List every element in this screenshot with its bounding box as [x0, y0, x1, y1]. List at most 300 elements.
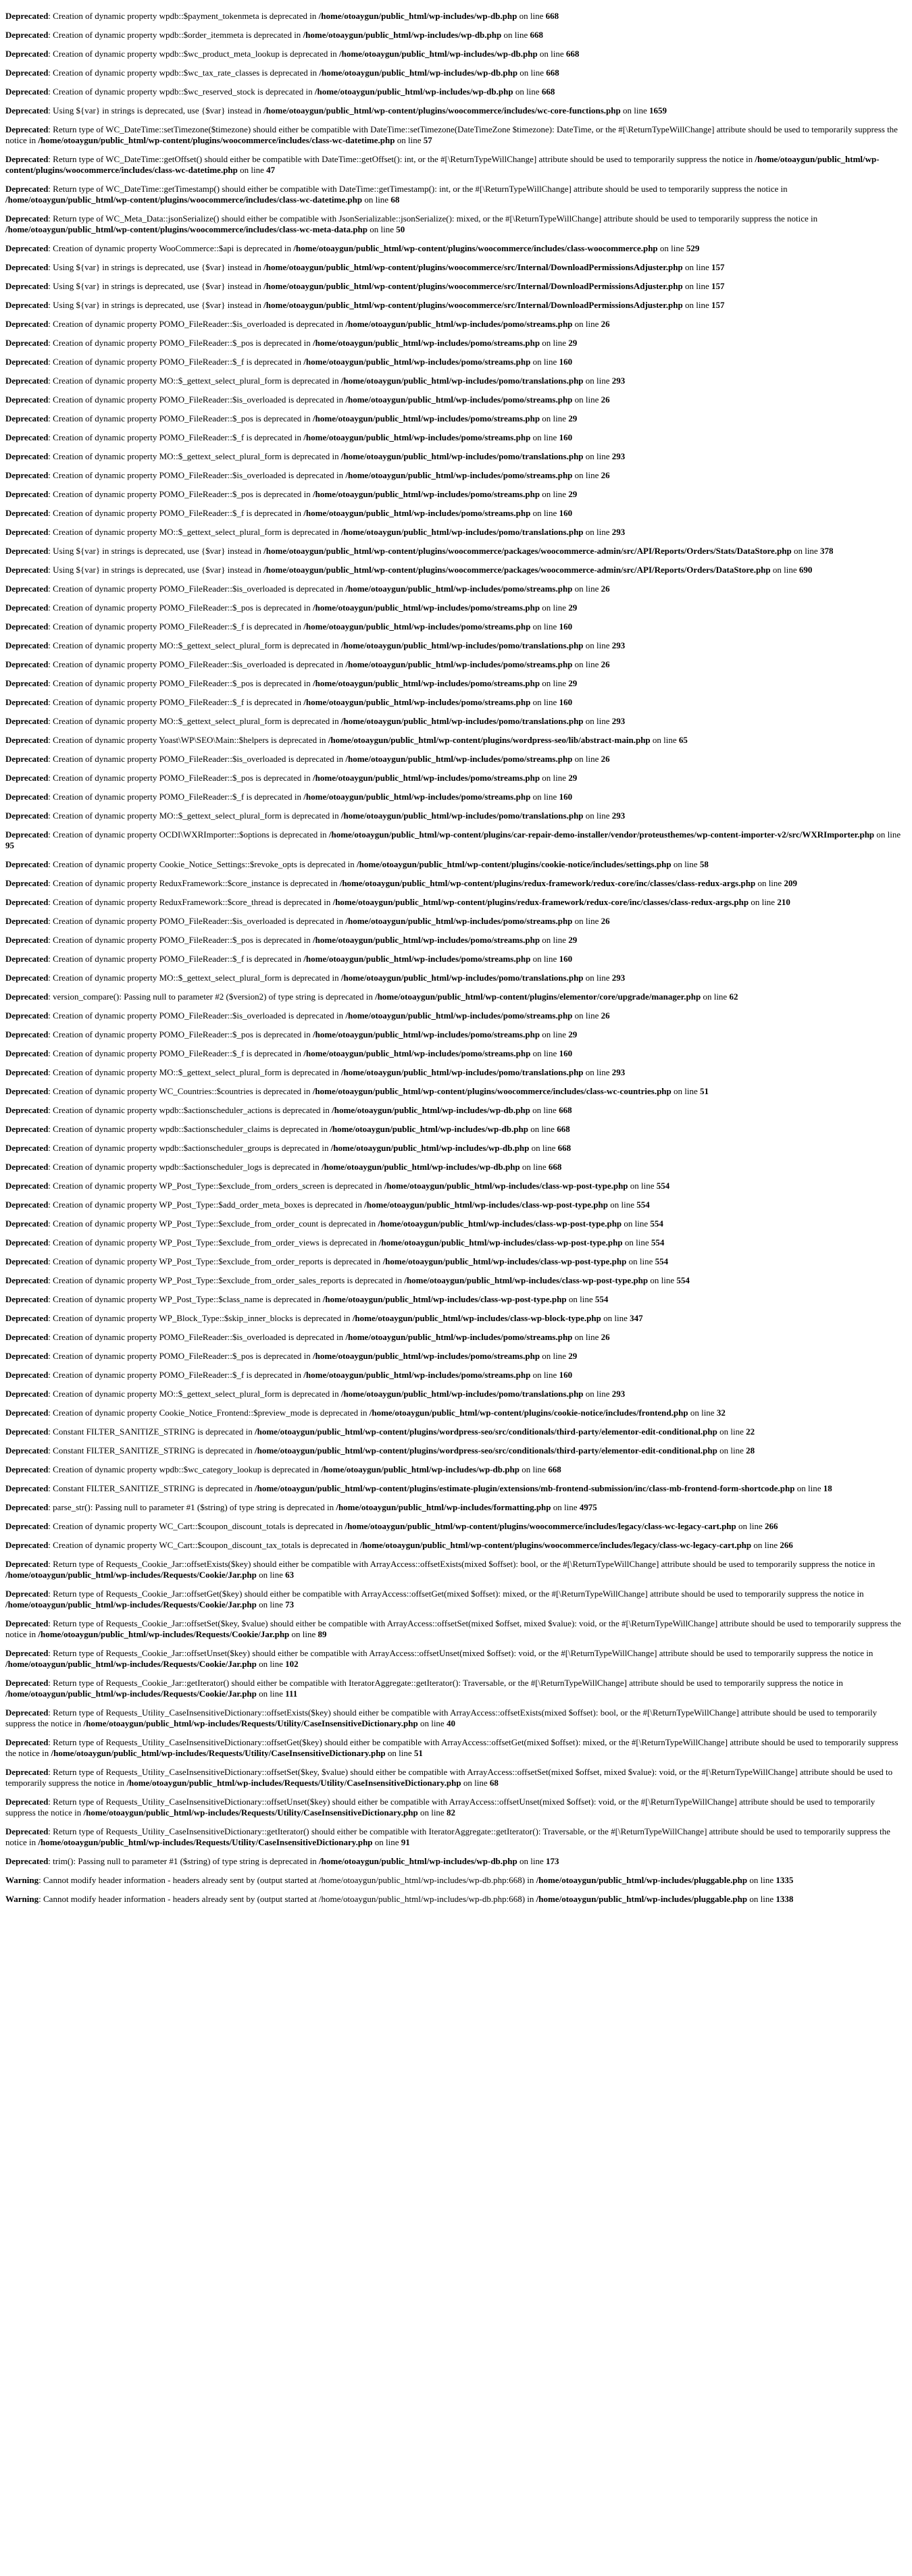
- notice-message: Creation of dynamic property POMO_FileReader::$_pos is deprecated in: [53, 773, 311, 783]
- notice-line-number: 160: [559, 792, 573, 802]
- notice-message: Creation of dynamic property WC_Cart::$coupon_discount_tax_totals is deprecated in: [53, 1540, 358, 1550]
- notice-level: Deprecated: [5, 659, 49, 669]
- php-notice: Deprecated: Return type of Requests_Utility_CaseInsensitiveDictionary::offsetUnset($key) should either be compatible with ArrayAccess::offsetUnset(mixed $offset): void, or the #[\ReturnTypeWillChange] attribute should be used to temporarily suppress the notice in /home/otoaygun/public_html/wp-includes/Requests/Utility/CaseInsensitiveDictionary.php on line 82: [5, 1797, 876, 1818]
- notice-message: version_compare(): Passing null to parameter #2 ($version2) of type string is deprecated in: [53, 991, 373, 1002]
- notice-file-path: /home/otoaygun/public_html/wp-includes/pomo/streams.php: [303, 792, 531, 802]
- notice-message: Creation of dynamic property MO::$_gettext_select_plural_form is deprecated in: [53, 973, 339, 983]
- notice-file-path: /home/otoaygun/public_html/wp-content/plugins/woocommerce/src/Internal/DownloadPermissionsAdjuster.php: [263, 281, 683, 291]
- php-notice: Deprecated: trim(): Passing null to parameter #1 ($string) of type string is deprecated in /home/otoaygun/public_html/wp-includes/wp-db.php on line 173: [5, 1856, 559, 1866]
- notice-message: Creation of dynamic property MO::$_gettext_select_plural_form is deprecated in: [53, 376, 339, 386]
- php-notice: Deprecated: Creation of dynamic property WP_Post_Type::$exclude_from_order_reports is deprecated in /home/otoaygun/public_html/wp-includes/class-wp-post-type.php on line 554: [5, 1256, 669, 1266]
- notice-level: Deprecated: [5, 546, 49, 556]
- notice-line-number: 293: [611, 376, 626, 386]
- notice-file-path: /home/otoaygun/public_html/wp-includes/pomo/streams.php: [303, 1048, 531, 1058]
- notice-on-line-label: on line: [372, 1837, 401, 1847]
- notice-message: Constant FILTER_SANITIZE_STRING is deprecated in: [53, 1483, 253, 1493]
- notice-level: Deprecated: [5, 154, 49, 164]
- notice-line-number: 26: [601, 394, 610, 405]
- notice-file-path: /home/otoaygun/public_html/wp-includes/pomo/streams.php: [303, 357, 531, 367]
- notice-message: Using ${var} in strings is deprecated, use {$var} instead in: [53, 105, 261, 115]
- notice-file-path: /home/otoaygun/public_html/wp-includes/pomo/streams.php: [303, 1370, 531, 1380]
- notice-message: Creation of dynamic property POMO_FileReader::$_pos is deprecated in: [53, 935, 311, 945]
- notice-level: Deprecated: [5, 1181, 49, 1191]
- notice-on-line-label: on line: [362, 195, 391, 205]
- notice-file-path: /home/otoaygun/public_html/wp-includes/wp-db.php: [330, 1124, 528, 1134]
- notice-message: Creation of dynamic property WC_Cart::$coupon_discount_totals is deprecated in: [53, 1521, 343, 1531]
- notice-message: Cannot modify header information - headers already sent by (output started at /home/otoaygun/public_html/wp-includes/wp-db.php:668) in: [43, 1894, 534, 1904]
- notice-level: Deprecated: [5, 1124, 49, 1134]
- notice-level: Deprecated: [5, 973, 49, 983]
- notice-file-path: /home/otoaygun/public_html/wp-content/plugins/estimate-plugin/extensions/mb-frontend-submission/inc/class-mb-frontend-form-shortcode.php: [255, 1483, 795, 1493]
- notice-level: Deprecated: [5, 11, 49, 21]
- notice-level: Deprecated: [5, 1797, 49, 1807]
- notice-on-line-label: on line: [701, 991, 730, 1002]
- notice-message: Creation of dynamic property POMO_FileReader::$is_overloaded is deprecated in: [53, 659, 344, 669]
- php-notice: Deprecated: Creation of dynamic property POMO_FileReader::$_pos is deprecated in /home/otoaygun/public_html/wp-includes/pomo/streams.php on line 29: [5, 489, 578, 499]
- notice-level: Deprecated: [5, 1351, 49, 1361]
- php-notice: Deprecated: Creation of dynamic property OCDI\WXRImporter::$options is deprecated in /home/otoaygun/public_html/wp-content/plugins/car-repair-demo-installer/vendor/proteusthemes/wp-content-importer-v2/src/WXRImporter.php on line 95: [5, 829, 901, 850]
- notice-file-path: /home/otoaygun/public_html/wp-includes/Requests/Utility/CaseInsensitiveDictionary.php: [83, 1807, 418, 1818]
- notice-message: trim(): Passing null to parameter #1 ($string) of type string is deprecated in: [53, 1856, 317, 1866]
- notice-line-number: 554: [656, 1181, 670, 1191]
- php-notice: Deprecated: Using ${var} in strings is deprecated, use {$var} instead in /home/otoaygun/public_html/wp-content/plugins/woocommerce/packages/woocommerce-admin/src/API/Reports/Orders/Stats/DataStore.php on line 378: [5, 546, 834, 556]
- notice-on-line-label: on line: [530, 1105, 559, 1115]
- notice-file-path: /home/otoaygun/public_html/wp-content/plugins/woocommerce/includes/wc-core-functions.php: [263, 105, 621, 115]
- notice-line-number: 554: [655, 1256, 669, 1266]
- php-notice: Warning: Cannot modify header information - headers already sent by (output started at /home/otoaygun/public_html/wp-includes/wp-db.php:668) in /home/otoaygun/public_html/wp-includes/pluggable.php on line 1335: [5, 1875, 794, 1885]
- notice-line-number: 293: [611, 451, 626, 461]
- notice-line-number: 554: [650, 1218, 663, 1229]
- notice-level: Deprecated: [5, 1048, 49, 1058]
- notice-line-number: 293: [611, 1067, 626, 1077]
- php-notice: Deprecated: Using ${var} in strings is deprecated, use {$var} instead in /home/otoaygun/public_html/wp-content/plugins/woocommerce/includes/wc-core-functions.php on line 1659: [5, 105, 667, 115]
- notice-message: Creation of dynamic property MO::$_gettext_select_plural_form is deprecated in: [53, 527, 339, 537]
- notice-message: Return type of Requests_Utility_CaseInsensitiveDictionary::offsetGet($key) should either be compatible with ArrayAccess::offsetGet(mixed $offset): mixed, or the #[\ReturnTypeWillChange] attribute should be used to temporarily suppress the notice in: [5, 1737, 898, 1758]
- notice-line-number: 4975: [579, 1502, 597, 1512]
- notice-level: Deprecated: [5, 508, 49, 518]
- notice-on-line-label: on line: [530, 1048, 559, 1058]
- notice-level: Deprecated: [5, 262, 49, 272]
- notice-on-line-label: on line: [583, 716, 612, 726]
- php-notice: Deprecated: Creation of dynamic property WP_Post_Type::$exclude_from_orders_screen is deprecated in /home/otoaygun/public_html/wp-includes/class-wp-post-type.php on line 554: [5, 1181, 670, 1191]
- notice-message: Return type of Requests_Utility_CaseInsensitiveDictionary::offsetExists($key) should either be compatible with ArrayAccess::offsetExists(mixed $offset): bool, or the #[\ReturnTypeWillChange] attribute should be used to temporarily suppress the notice in: [5, 1707, 878, 1728]
- notice-file-path: /home/otoaygun/public_html/wp-content/plugins/woocommerce/includes/class-wc-datetime.php: [5, 195, 363, 205]
- notice-message: Return type of WC_Meta_Data::jsonSerialize() should either be compatible with JsonSerializable::jsonSerialize(): mixed, or the #[\ReturnTypeWillChange] attribute should be used to temporarily suppress the notice in: [53, 213, 818, 224]
- php-notice: Deprecated: Creation of dynamic property POMO_FileReader::$_f is deprecated in /home/otoaygun/public_html/wp-includes/pomo/streams.php on line 160: [5, 954, 573, 964]
- notice-message: Creation of dynamic property POMO_FileReader::$_f is deprecated in: [53, 1048, 302, 1058]
- notice-file-path: /home/otoaygun/public_html/wp-includes/Requests/Cookie/Jar.php: [5, 1659, 257, 1669]
- notice-on-line-label: on line: [583, 810, 612, 821]
- notice-on-line-label: on line: [583, 376, 612, 386]
- notice-level: Deprecated: [5, 357, 49, 367]
- notice-on-line-label: on line: [607, 1200, 637, 1210]
- notice-message: Cannot modify header information - headers already sent by (output started at /home/otoaygun/public_html/wp-includes/wp-db.php:668) in: [43, 1875, 534, 1885]
- notice-message: Creation of dynamic property wpdb::$actionscheduler_groups is deprecated in: [53, 1143, 329, 1153]
- notice-line-number: 378: [819, 546, 834, 556]
- notice-message: Creation of dynamic property POMO_FileReader::$_f is deprecated in: [53, 621, 302, 632]
- php-notice: Deprecated: Creation of dynamic property WP_Block_Type::$skip_inner_blocks is deprecated in /home/otoaygun/public_html/wp-includes/class-wp-block-type.php on line 347: [5, 1313, 643, 1323]
- php-notice: Deprecated: Using ${var} in strings is deprecated, use {$var} instead in /home/otoaygun/public_html/wp-content/plugins/woocommerce/src/Internal/DownloadPermissionsAdjuster.php on line 157: [5, 281, 725, 291]
- notice-file-path: /home/otoaygun/public_html/wp-includes/pomo/translations.php: [340, 451, 584, 461]
- notice-message: Creation of dynamic property POMO_FileReader::$is_overloaded is deprecated in: [53, 584, 344, 594]
- notice-message: Creation of dynamic property POMO_FileReader::$is_overloaded is deprecated in: [53, 470, 344, 480]
- notice-line-number: 668: [541, 86, 555, 97]
- notice-on-line-label: on line: [501, 30, 530, 40]
- php-notice: Deprecated: Creation of dynamic property POMO_FileReader::$_pos is deprecated in /home/otoaygun/public_html/wp-includes/pomo/streams.php on line 29: [5, 413, 578, 423]
- php-notice: Deprecated: Creation of dynamic property POMO_FileReader::$_pos is deprecated in /home/otoaygun/public_html/wp-includes/pomo/streams.php on line 29: [5, 602, 578, 613]
- notice-on-line-label: on line: [747, 1894, 776, 1904]
- notice-message: Creation of dynamic property MO::$_gettext_select_plural_form is deprecated in: [53, 1389, 339, 1399]
- notice-message: Creation of dynamic property POMO_FileReader::$_f is deprecated in: [53, 954, 302, 964]
- php-notice: Deprecated: Creation of dynamic property Yoast\WP\SEO\Main::$helpers is deprecated in /home/otoaygun/public_html/wp-content/plugins/wordpress-seo/lib/abstract-main.php on line 65: [5, 735, 688, 745]
- notice-on-line-label: on line: [657, 243, 686, 253]
- notice-line-number: 160: [559, 1370, 573, 1380]
- notice-message: Creation of dynamic property WP_Post_Type::$exclude_from_order_reports is deprecated in: [53, 1256, 381, 1266]
- php-notice: Deprecated: Creation of dynamic property POMO_FileReader::$_pos is deprecated in /home/otoaygun/public_html/wp-includes/pomo/streams.php on line 29: [5, 935, 578, 945]
- notice-level: Deprecated: [5, 105, 49, 115]
- php-notice: Deprecated: Creation of dynamic property POMO_FileReader::$is_overloaded is deprecated in /home/otoaygun/public_html/wp-includes/pomo/streams.php on line 26: [5, 916, 610, 926]
- php-notice: Deprecated: Creation of dynamic property POMO_FileReader::$_f is deprecated in /home/otoaygun/public_html/wp-includes/pomo/streams.php on line 160: [5, 508, 573, 518]
- notice-level: Deprecated: [5, 735, 49, 745]
- notice-level: Deprecated: [5, 470, 49, 480]
- notice-message: Creation of dynamic property POMO_FileReader::$is_overloaded is deprecated in: [53, 754, 344, 764]
- notice-line-number: 554: [636, 1200, 650, 1210]
- notice-file-path: /home/otoaygun/public_html/wp-includes/pomo/streams.php: [345, 1332, 573, 1342]
- notice-file-path: /home/otoaygun/public_html/wp-includes/Requests/Utility/CaseInsensitiveDictionary.php: [126, 1778, 461, 1788]
- notice-on-line-label: on line: [256, 1570, 286, 1580]
- notice-file-path: /home/otoaygun/public_html/wp-includes/wp-db.php: [314, 86, 513, 97]
- notice-line-number: 51: [700, 1086, 709, 1096]
- notice-line-number: 173: [545, 1856, 559, 1866]
- notice-line-number: 82: [446, 1807, 455, 1818]
- php-notice: Deprecated: Creation of dynamic property POMO_FileReader::$_f is deprecated in /home/otoaygun/public_html/wp-includes/pomo/streams.php on line 160: [5, 697, 573, 707]
- notice-on-line-label: on line: [530, 621, 559, 632]
- notice-file-path: /home/otoaygun/public_html/wp-content/plugins/woocommerce/includes/class-wc-datetime.php: [5, 154, 880, 175]
- php-notice: Deprecated: Creation of dynamic property POMO_FileReader::$_pos is deprecated in /home/otoaygun/public_html/wp-includes/pomo/streams.php on line 29: [5, 338, 578, 348]
- notice-file-path: /home/otoaygun/public_html/wp-includes/pomo/streams.php: [303, 432, 531, 442]
- notice-line-number: 29: [568, 678, 578, 688]
- notice-on-line-label: on line: [517, 11, 546, 21]
- notice-line-number: 293: [611, 810, 626, 821]
- notice-line-number: 29: [568, 489, 578, 499]
- notice-on-line-label: on line: [620, 105, 649, 115]
- notice-on-line-label: on line: [528, 1124, 557, 1134]
- notice-level: Deprecated: [5, 878, 49, 888]
- notice-level: Deprecated: [5, 184, 49, 194]
- notice-file-path: /home/otoaygun/public_html/wp-includes/pomo/streams.php: [313, 773, 540, 783]
- notice-on-line-label: on line: [540, 1029, 569, 1039]
- notice-on-line-label: on line: [717, 1426, 746, 1437]
- php-notice: Deprecated: Return type of Requests_Cookie_Jar::offsetExists($key) should either be compatible with ArrayAccess::offsetExists(mixed $offset): bool, or the #[\ReturnTypeWillChange] attribute should be used to temporarily suppress the notice in /home/otoaygun/public_html/wp-includes/Requests/Cookie/Jar.php on line 63: [5, 1559, 876, 1580]
- notice-on-line-label: on line: [751, 1540, 780, 1550]
- notice-file-path: /home/otoaygun/public_html/wp-includes/class-wp-block-type.php: [352, 1313, 601, 1323]
- notice-file-path: /home/otoaygun/public_html/wp-includes/pomo/translations.php: [340, 640, 584, 650]
- notice-line-number: 293: [611, 973, 626, 983]
- php-notice: Deprecated: Creation of dynamic property POMO_FileReader::$_pos is deprecated in /home/otoaygun/public_html/wp-includes/pomo/streams.php on line 29: [5, 773, 578, 783]
- notice-on-line-label: on line: [583, 1067, 612, 1077]
- notice-file-path: /home/otoaygun/public_html/wp-includes/class-wp-post-type.php: [378, 1237, 623, 1247]
- notice-file-path: /home/otoaygun/public_html/wp-includes/pomo/streams.php: [313, 935, 540, 945]
- php-notice: Deprecated: Creation of dynamic property WC_Countries::$countries is deprecated in /home/otoaygun/public_html/wp-content/plugins/woocommerce/includes/class-wc-countries.php on line 51: [5, 1086, 709, 1096]
- notice-level: Deprecated: [5, 1521, 49, 1531]
- notice-line-number: 26: [601, 1332, 610, 1342]
- notice-on-line-label: on line: [583, 640, 612, 650]
- notice-message: Creation of dynamic property POMO_FileReader::$_f is deprecated in: [53, 357, 302, 367]
- php-notice: Deprecated: Creation of dynamic property WP_Post_Type::$add_order_meta_boxes is deprecated in /home/otoaygun/public_html/wp-includes/class-wp-post-type.php on line 554: [5, 1200, 650, 1210]
- notice-file-path: /home/otoaygun/public_html/wp-includes/pomo/streams.php: [313, 489, 540, 499]
- notice-file-path: /home/otoaygun/public_html/wp-content/plugins/woocommerce/includes/class-wc-datetime.php: [38, 135, 395, 145]
- notice-level: Warning: [5, 1875, 39, 1885]
- notice-line-number: 26: [601, 1010, 610, 1021]
- notice-on-line-label: on line: [583, 973, 612, 983]
- notice-message: Creation of dynamic property WP_Post_Type::$exclude_from_order_count is deprecated in: [53, 1218, 376, 1229]
- notice-line-number: 293: [611, 640, 626, 650]
- notice-level: Deprecated: [5, 1678, 49, 1688]
- notice-file-path: /home/otoaygun/public_html/wp-includes/wp-db.php: [330, 1143, 530, 1153]
- notice-on-line-label: on line: [626, 1256, 655, 1266]
- notice-message: Creation of dynamic property wpdb::$payment_tokenmeta is deprecated in: [53, 11, 317, 21]
- notice-line-number: 668: [557, 1124, 570, 1134]
- notice-line-number: 50: [396, 224, 405, 234]
- notice-file-path: /home/otoaygun/public_html/wp-content/plugins/cookie-notice/includes/frontend.php: [369, 1408, 688, 1418]
- notice-message: Creation of dynamic property WP_Post_Type::$add_order_meta_boxes is deprecated in: [53, 1200, 362, 1210]
- notice-file-path: /home/otoaygun/public_html/wp-includes/pluggable.php: [536, 1875, 748, 1885]
- notice-line-number: 62: [729, 991, 738, 1002]
- php-notice: Deprecated: Creation of dynamic property Cookie_Notice_Frontend::$preview_mode is deprecated in /home/otoaygun/public_html/wp-content/plugins/cookie-notice/includes/frontend.php on line 32: [5, 1408, 726, 1418]
- notice-message: Creation of dynamic property WC_Countries::$countries is deprecated in: [53, 1086, 311, 1096]
- php-notice: Deprecated: Creation of dynamic property WP_Post_Type::$class_name is deprecated in /home/otoaygun/public_html/wp-includes/class-wp-post-type.php on line 554: [5, 1294, 609, 1304]
- notice-file-path: /home/otoaygun/public_html/wp-content/plugins/wordpress-seo/src/conditionals/third-party/elementor-edit-conditional.php: [255, 1445, 717, 1456]
- notice-on-line-label: on line: [417, 1718, 447, 1728]
- notice-line-number: 209: [784, 878, 797, 888]
- notice-line-number: 57: [423, 135, 432, 145]
- notice-on-line-label: on line: [794, 1483, 824, 1493]
- notice-message: Creation of dynamic property POMO_FileReader::$_f is deprecated in: [53, 697, 302, 707]
- notice-file-path: /home/otoaygun/public_html/wp-includes/pomo/translations.php: [340, 973, 584, 983]
- notice-level: Deprecated: [5, 1275, 49, 1285]
- php-notice: Deprecated: Creation of dynamic property WP_Post_Type::$exclude_from_order_views is deprecated in /home/otoaygun/public_html/wp-includes/class-wp-post-type.php on line 554: [5, 1237, 665, 1247]
- notice-message: Creation of dynamic property wpdb::$order_itemmeta is deprecated in: [53, 30, 301, 40]
- php-notice: Deprecated: Using ${var} in strings is deprecated, use {$var} instead in /home/otoaygun/public_html/wp-content/plugins/woocommerce/src/Internal/DownloadPermissionsAdjuster.php on line 157: [5, 262, 725, 272]
- notice-level: Deprecated: [5, 897, 49, 907]
- notice-message: Return type of Requests_Cookie_Jar::offsetUnset($key) should either be compatible with ArrayAccess::offsetUnset(mixed $offset): void, or the #[\ReturnTypeWillChange] attribute should be used to temporarily suppress the notice in: [53, 1648, 873, 1658]
- notice-level: Deprecated: [5, 1618, 49, 1628]
- notice-on-line-label: on line: [628, 1181, 657, 1191]
- notice-on-line-label: on line: [572, 319, 601, 329]
- notice-on-line-label: on line: [572, 470, 601, 480]
- notice-message: Constant FILTER_SANITIZE_STRING is deprecated in: [53, 1426, 253, 1437]
- notice-level: Deprecated: [5, 1143, 49, 1153]
- notice-level: Deprecated: [5, 1856, 49, 1866]
- notice-file-path: /home/otoaygun/public_html/wp-content/plugins/woocommerce/includes/class-wc-meta-data.php: [5, 224, 368, 234]
- notice-message: Return type of Requests_Cookie_Jar::offsetExists($key) should either be compatible with ArrayAccess::offsetExists(mixed $offset): bool, or the #[\ReturnTypeWillChange] attribute should be used to temporarily suppress the notice in: [53, 1559, 876, 1569]
- notice-on-line-label: on line: [530, 954, 559, 964]
- notice-message: Return type of WC_DateTime::setTimezone($timezone) should either be compatible with DateTime::setTimezone(DateTimeZone $timezone): DateTime, or the #[\ReturnTypeWillChange] attribute should be used to temporarily suppress the notice in: [5, 124, 898, 145]
- notice-on-line-label: on line: [540, 1351, 569, 1361]
- notice-file-path: /home/otoaygun/public_html/wp-includes/Requests/Cookie/Jar.php: [5, 1599, 257, 1609]
- notice-message: Creation of dynamic property POMO_FileReader::$is_overloaded is deprecated in: [53, 916, 344, 926]
- notice-message: Return type of WC_DateTime::getTimestamp() should either be compatible with DateTime::getTimestamp(): int, or the #[\ReturnTypeWillChange] attribute should be used to temporarily suppress the notice in: [53, 184, 788, 194]
- notice-message: Creation of dynamic property POMO_FileReader::$is_overloaded is deprecated in: [53, 1010, 344, 1021]
- notice-level: Deprecated: [5, 1502, 49, 1512]
- php-notice: Deprecated: parse_str(): Passing null to parameter #1 ($string) of type string is deprecated in /home/otoaygun/public_html/wp-includes/formatting.php on line 4975: [5, 1502, 597, 1512]
- notice-message: Creation of dynamic property WP_Block_Type::$skip_inner_blocks is deprecated in: [53, 1313, 351, 1323]
- php-notice: Deprecated: Creation of dynamic property wpdb::$actionscheduler_actions is deprecated in /home/otoaygun/public_html/wp-includes/wp-db.php on line 668: [5, 1105, 572, 1115]
- notice-file-path: /home/otoaygun/public_html/wp-includes/pomo/translations.php: [340, 810, 584, 821]
- notice-level: Deprecated: [5, 1086, 49, 1096]
- notice-level: Deprecated: [5, 565, 49, 575]
- notice-level: Deprecated: [5, 1332, 49, 1342]
- notice-on-line-label: on line: [583, 527, 612, 537]
- php-notice: Deprecated: Creation of dynamic property POMO_FileReader::$_pos is deprecated in /home/otoaygun/public_html/wp-includes/pomo/streams.php on line 29: [5, 1351, 578, 1361]
- php-notice: Deprecated: Creation of dynamic property WC_Cart::$coupon_discount_tax_totals is deprecated in /home/otoaygun/public_html/wp-content/plugins/woocommerce/includes/legacy/class-wc-legacy-cart.php on line 266: [5, 1540, 793, 1550]
- notice-level: Deprecated: [5, 394, 49, 405]
- notice-file-path: /home/otoaygun/public_html/wp-content/plugins/car-repair-demo-installer/vendor/proteusthemes/wp-content-importer-v2/src/WXRImporter.php: [328, 829, 875, 840]
- notice-message: Creation of dynamic property wpdb::$actionscheduler_actions is deprecated in: [53, 1105, 330, 1115]
- notice-line-number: 668: [548, 1162, 562, 1172]
- notice-level: Deprecated: [5, 1029, 49, 1039]
- php-notice: Deprecated: Creation of dynamic property POMO_FileReader::$_f is deprecated in /home/otoaygun/public_html/wp-includes/pomo/streams.php on line 160: [5, 621, 573, 632]
- notice-on-line-label: on line: [537, 49, 566, 59]
- notice-file-path: /home/otoaygun/public_html/wp-includes/wp-db.php: [339, 49, 538, 59]
- notice-on-line-label: on line: [572, 916, 601, 926]
- notice-level: Deprecated: [5, 1200, 49, 1210]
- notice-on-line-label: on line: [770, 565, 799, 575]
- notice-file-path: /home/otoaygun/public_html/wp-includes/class-wp-post-type.php: [364, 1200, 608, 1210]
- notice-message: Creation of dynamic property ReduxFramework::$core_thread is deprecated in: [53, 897, 331, 907]
- notice-message: Creation of dynamic property POMO_FileReader::$_pos is deprecated in: [53, 1029, 311, 1039]
- notice-file-path: /home/otoaygun/public_html/wp-includes/pomo/translations.php: [340, 1067, 584, 1077]
- php-notice: Deprecated: Creation of dynamic property MO::$_gettext_select_plural_form is deprecated in /home/otoaygun/public_html/wp-includes/pomo/translations.php on line 293: [5, 640, 626, 650]
- notice-message: Creation of dynamic property POMO_FileReader::$is_overloaded is deprecated in: [53, 1332, 344, 1342]
- notice-line-number: 160: [559, 508, 573, 518]
- notice-on-line-label: on line: [622, 1237, 651, 1247]
- notice-file-path: /home/otoaygun/public_html/wp-includes/pomo/streams.php: [313, 602, 540, 613]
- notice-line-number: 210: [777, 897, 790, 907]
- notice-level: Deprecated: [5, 1389, 49, 1399]
- notice-on-line-label: on line: [256, 1659, 286, 1669]
- notice-message: Return type of Requests_Cookie_Jar::offsetGet($key) should either be compatible with ArrayAccess::offsetGet(mixed $offset): mixed, or the #[\ReturnTypeWillChange] attribute should be used to temporarily suppress the notice in: [53, 1589, 864, 1599]
- notice-on-line-label: on line: [540, 773, 569, 783]
- php-notice: Deprecated: Using ${var} in strings is deprecated, use {$var} instead in /home/otoaygun/public_html/wp-content/plugins/woocommerce/packages/woocommerce-admin/src/API/Reports/Orders/DataStore.php on line 690: [5, 565, 813, 575]
- notice-on-line-label: on line: [540, 935, 569, 945]
- php-notice: Deprecated: Constant FILTER_SANITIZE_STRING is deprecated in /home/otoaygun/public_html/wp-content/plugins/wordpress-seo/src/conditionals/third-party/elementor-edit-conditional.php on line 22: [5, 1426, 755, 1437]
- php-notice: Deprecated: Creation of dynamic property wpdb::$wc_product_meta_lookup is deprecated in /home/otoaygun/public_html/wp-includes/wp-db.php on line 668: [5, 49, 580, 59]
- notice-level: Deprecated: [5, 1105, 49, 1115]
- notice-level: Deprecated: [5, 754, 49, 764]
- php-notice: Deprecated: Creation of dynamic property POMO_FileReader::$_f is deprecated in /home/otoaygun/public_html/wp-includes/pomo/streams.php on line 160: [5, 1370, 573, 1380]
- notice-line-number: 157: [711, 281, 725, 291]
- notice-file-path: /home/otoaygun/public_html/wp-includes/wp-db.php: [322, 1162, 520, 1172]
- notice-level: Deprecated: [5, 281, 49, 291]
- notice-level: Deprecated: [5, 678, 49, 688]
- notice-level: Deprecated: [5, 1010, 49, 1021]
- notice-on-line-label: on line: [530, 357, 559, 367]
- notice-message: Creation of dynamic property POMO_FileReader::$is_overloaded is deprecated in: [53, 319, 344, 329]
- php-notice: Warning: Cannot modify header information - headers already sent by (output started at /home/otoaygun/public_html/wp-includes/wp-db.php:668) in /home/otoaygun/public_html/wp-includes/pluggable.php on line 1338: [5, 1894, 794, 1904]
- notice-file-path: /home/otoaygun/public_html/wp-includes/formatting.php: [336, 1502, 551, 1512]
- notice-on-line-label: on line: [736, 1521, 765, 1531]
- notice-message: Creation of dynamic property Yoast\WP\SEO\Main::$helpers is deprecated in: [53, 735, 326, 745]
- notice-message: Return type of Requests_Utility_CaseInsensitiveDictionary::offsetUnset($key) should either be compatible with ArrayAccess::offsetUnset(mixed $offset): void, or the #[\ReturnTypeWillChange] attribute should be used to temporarily suppress the notice in: [5, 1797, 876, 1818]
- notice-on-line-label: on line: [572, 1332, 601, 1342]
- notice-file-path: /home/otoaygun/public_html/wp-includes/pomo/streams.php: [345, 394, 573, 405]
- php-notice: Deprecated: Creation of dynamic property MO::$_gettext_select_plural_form is deprecated in /home/otoaygun/public_html/wp-includes/pomo/translations.php on line 293: [5, 1389, 626, 1399]
- notice-line-number: 29: [568, 935, 578, 945]
- notice-on-line-label: on line: [717, 1445, 746, 1456]
- notice-line-number: 1659: [649, 105, 667, 115]
- php-notice: Deprecated: Creation of dynamic property ReduxFramework::$core_instance is deprecated in /home/otoaygun/public_html/wp-content/plugins/redux-framework/redux-core/inc/classes/class-redux-args.php on line 209: [5, 878, 797, 888]
- notice-file-path: /home/otoaygun/public_html/wp-includes/class-wp-post-type.php: [378, 1218, 622, 1229]
- notice-on-line-label: on line: [671, 859, 700, 869]
- notice-file-path: /home/otoaygun/public_html/wp-content/plugins/wordpress-seo/lib/abstract-main.php: [328, 735, 651, 745]
- notice-line-number: 293: [611, 716, 626, 726]
- notice-level: Deprecated: [5, 1426, 49, 1437]
- notice-level: Deprecated: [5, 432, 49, 442]
- notice-on-line-label: on line: [289, 1629, 318, 1639]
- notice-level: Deprecated: [5, 810, 49, 821]
- php-notice: Deprecated: Creation of dynamic property POMO_FileReader::$is_overloaded is deprecated in /home/otoaygun/public_html/wp-includes/pomo/streams.php on line 26: [5, 1010, 610, 1021]
- notice-level: Deprecated: [5, 621, 49, 632]
- notice-message: Creation of dynamic property POMO_FileReader::$_f is deprecated in: [53, 1370, 302, 1380]
- notice-level: Deprecated: [5, 1294, 49, 1304]
- notice-on-line-label: on line: [747, 1875, 776, 1885]
- notice-line-number: 668: [546, 68, 559, 78]
- notice-level: Deprecated: [5, 1826, 49, 1836]
- notice-line-number: 102: [285, 1659, 299, 1669]
- notice-file-path: /home/otoaygun/public_html/wp-includes/pluggable.php: [536, 1894, 748, 1904]
- notice-on-line-label: on line: [572, 754, 601, 764]
- php-notice: Deprecated: Creation of dynamic property MO::$_gettext_select_plural_form is deprecated in /home/otoaygun/public_html/wp-includes/pomo/translations.php on line 293: [5, 716, 626, 726]
- notice-line-number: 58: [699, 859, 709, 869]
- notice-message: Return type of Requests_Cookie_Jar::offsetSet($key, $value) should either be compatible with ArrayAccess::offsetSet(mixed $offset, mixed $value): void, or the #[\ReturnTypeWillChange] attribute should be used to temporarily suppress the notice in: [5, 1618, 901, 1639]
- notice-file-path: /home/otoaygun/public_html/wp-includes/pomo/streams.php: [313, 678, 540, 688]
- notice-on-line-label: on line: [530, 432, 559, 442]
- notice-line-number: 91: [401, 1837, 410, 1847]
- php-notice: Deprecated: Creation of dynamic property POMO_FileReader::$is_overloaded is deprecated in /home/otoaygun/public_html/wp-includes/pomo/streams.php on line 26: [5, 1332, 610, 1342]
- notice-file-path: /home/otoaygun/public_html/wp-includes/wp-db.php: [319, 1856, 517, 1866]
- notice-line-number: 160: [559, 357, 573, 367]
- notice-file-path: /home/otoaygun/public_html/wp-includes/pomo/streams.php: [345, 659, 573, 669]
- notice-file-path: /home/otoaygun/public_html/wp-content/plugins/wordpress-seo/src/conditionals/third-party/elementor-edit-conditional.php: [255, 1426, 717, 1437]
- notice-message: Using ${var} in strings is deprecated, use {$var} instead in: [53, 262, 261, 272]
- notice-file-path: /home/otoaygun/public_html/wp-includes/wp-db.php: [332, 1105, 530, 1115]
- notice-level: Deprecated: [5, 1559, 49, 1569]
- notice-level: Deprecated: [5, 954, 49, 964]
- notice-line-number: 157: [711, 262, 725, 272]
- notice-message: Return type of Requests_Utility_CaseInsensitiveDictionary::offsetSet($key, $value) should either be compatible with ArrayAccess::offsetSet(mixed $offset, mixed $value): void, or the #[\ReturnTypeWillChange] attribute should be used to temporarily suppress the notice in: [5, 1767, 893, 1788]
- php-notice: Deprecated: Constant FILTER_SANITIZE_STRING is deprecated in /home/otoaygun/public_html/wp-content/plugins/wordpress-seo/src/conditionals/third-party/elementor-edit-conditional.php on line 28: [5, 1445, 755, 1456]
- notice-on-line-label: on line: [529, 1143, 558, 1153]
- notice-line-number: 26: [601, 470, 610, 480]
- notice-file-path: /home/otoaygun/public_html/wp-includes/pomo/streams.php: [303, 954, 531, 964]
- notice-level: Deprecated: [5, 30, 49, 40]
- notice-message: Creation of dynamic property wpdb::$wc_tax_rate_classes is deprecated in: [53, 68, 318, 78]
- notice-on-line-label: on line: [572, 659, 601, 669]
- notice-level: Deprecated: [5, 1408, 49, 1418]
- notice-line-number: 29: [568, 338, 578, 348]
- notice-level: Deprecated: [5, 1483, 49, 1493]
- notice-file-path: /home/otoaygun/public_html/wp-includes/pomo/translations.php: [340, 376, 584, 386]
- notice-line-number: 32: [716, 1408, 726, 1418]
- php-notice: Deprecated: Creation of dynamic property WP_Post_Type::$exclude_from_order_count is deprecated in /home/otoaygun/public_html/wp-includes/class-wp-post-type.php on line 554: [5, 1218, 663, 1229]
- notice-level: Deprecated: [5, 1737, 49, 1747]
- notice-level: Deprecated: [5, 773, 49, 783]
- notice-on-line-label: on line: [385, 1748, 414, 1758]
- notice-message: Using ${var} in strings is deprecated, use {$var} instead in: [53, 281, 261, 291]
- notice-line-number: 554: [676, 1275, 690, 1285]
- notice-file-path: /home/otoaygun/public_html/wp-includes/wp-db.php: [303, 30, 502, 40]
